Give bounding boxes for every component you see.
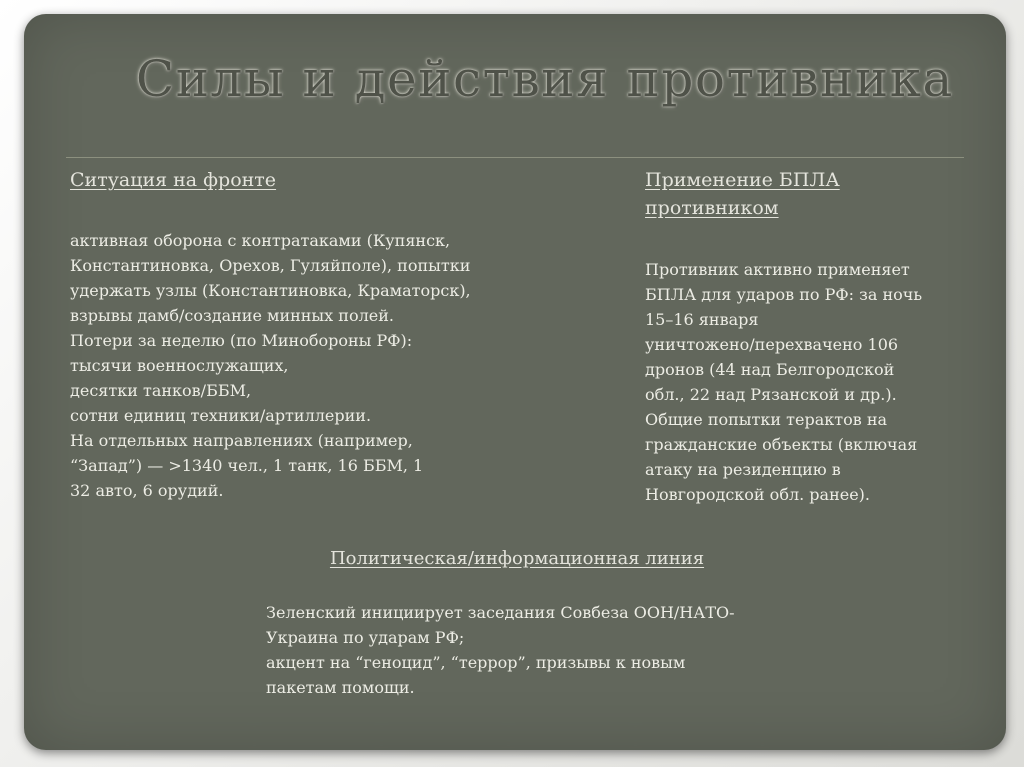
drone-usage-text: Противник активно применяет БПЛА для ударов по РФ: за ночь 15–16 января уничтожено/перехвачено 106 дронов (44 над Белгородской обл., 22 над Рязанской и др.). Общие попытки терактов на гражданские объекты (включая атаку на резиденцию в Новгородской обл. ранее). <box>645 260 923 504</box>
front-situation-text: активная оборона с контратаками (Купянск, Константиновка, Орехов, Гуляйполе), попытки удержать узлы (Константиновка, Краматорск), взрывы дамб/создание минных полей. Потери за неделю (по Минобороны РФ): тысячи военнослужащих, десятки танков/ББМ, сотни единиц техники/артиллерии. На отдельных направлениях (например, “Запад”) — >1340 чел., 1 танк, 16 ББМ, 1 32 авто, 6 орудий. <box>70 231 471 500</box>
drone-usage-heading: Применение БПЛА противником <box>645 169 840 219</box>
political-line-heading-label: Политическая/информационная линия <box>329 548 705 569</box>
political-line-text: Зеленский инициирует заседания Совбеза ООН/НАТО- Украина по ударам РФ; акцент на “геноцид”, “террор”, призывы к новым пакетам помощи. <box>266 603 735 697</box>
front-situation-heading: Ситуация на фронте <box>70 169 277 191</box>
slide-title: Силы и действия противника <box>136 50 954 108</box>
political-line-heading <box>0 545 1024 573</box>
title-divider <box>66 157 964 158</box>
